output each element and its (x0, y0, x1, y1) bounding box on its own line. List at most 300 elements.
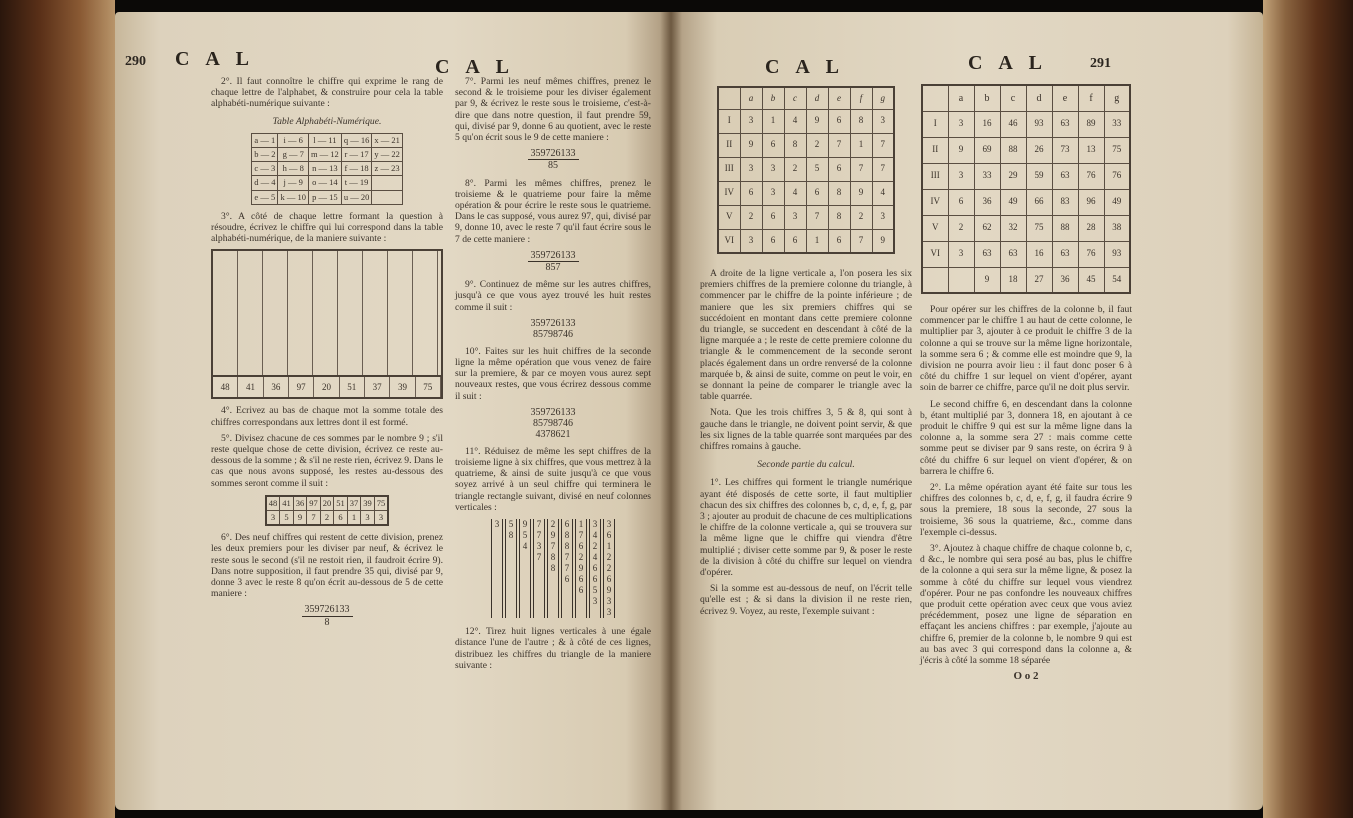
column-header: g (872, 87, 894, 109)
paragraph: 2°. La même opération ayant été faite sur tous les chiffres des colonnes b, c, d, e, f, g, il faudra écrire 9 sous la premiere, 18 sous la seconde, 27 sous la troisieme, 36 sous la quatrieme, &c., comme dans l'exemple ci-dessus. (920, 482, 1132, 538)
table-cell: 6 (828, 109, 850, 133)
sum-cell: 48 (266, 496, 280, 511)
table-cell: II (718, 133, 740, 157)
table-cell: 6 (806, 181, 828, 205)
sum-cell: 97 (307, 496, 321, 511)
signature-mark: O o 2 (1013, 670, 1039, 683)
formula (211, 604, 443, 627)
paragraph: 9°. Continuez de même sur les autres chiffres, jusqu'à ce que vous ayez trouvé les huit restes comme il suit : (455, 279, 651, 313)
table-cell: e — 5 (252, 190, 278, 204)
table-row (718, 229, 894, 253)
table-cell: 33 (1104, 111, 1130, 137)
paragraph: A droite de la ligne verticale a, l'on posera les six premiers chiffres de la premiere colonne du triangle, à commencer par le chiffre de la pointe inférieure ; de maniere que les six premiers chiffres qui se succédoient en montant dans cette premiere colonne du triangle, se succedent en descendant à côté de la ligne marquée a ; le reste de cette premiere colonne du triangle & le commencement de la seconde seront placés également dans un ordre renversé de la colonne marquée b, & ainsi de suite, comme on peut le voir, en se donnant la peine de comparer le triangle avec la table quarrée. (700, 268, 912, 403)
table-cell: k — 10 (278, 190, 309, 204)
triangle-digit: 9 (550, 530, 556, 541)
table-cell: 63 (1052, 241, 1078, 267)
rest-cell: 5 (280, 511, 294, 526)
table-row (922, 189, 1130, 215)
triangle-digit: 6 (564, 519, 570, 530)
left-column-1 (211, 76, 443, 634)
table-cell: z — 23 (372, 162, 403, 176)
total-cell: 75 (416, 377, 441, 397)
triangle-digit: 3 (606, 519, 612, 530)
sum-row (266, 496, 389, 511)
triangle-column (575, 519, 587, 618)
stack-line: 4378621 (535, 428, 571, 440)
rest-cell: 3 (374, 511, 388, 526)
triangle-digit: 2 (592, 541, 598, 552)
table-cell: II (922, 137, 948, 163)
triangle-digit: 7 (564, 563, 570, 574)
column-header: g (1104, 85, 1130, 111)
table-cell: 3 (740, 157, 762, 181)
triangle-digit: 7 (536, 530, 542, 541)
stack-line: 359726133 (530, 406, 576, 418)
right-column-1 (700, 86, 912, 622)
table-cell: 59 (1026, 163, 1052, 189)
triangle-digit: 3 (536, 541, 542, 552)
paragraph: 3°. A côté de chaque lettre formant la question à résoudre, écrivez le chiffre qui lui correspond dans la table alphabéti-numérique, de la maniere suivante : (211, 210, 443, 245)
triangle-digit: 6 (578, 585, 584, 596)
total-cell: 36 (1052, 267, 1078, 293)
total-cell: 20 (314, 377, 339, 397)
table-header-row (718, 87, 894, 109)
triangle-digit: 3 (592, 596, 598, 607)
sum-cell: 37 (347, 496, 361, 511)
table-cell: 4 (784, 181, 806, 205)
table-row (252, 176, 403, 190)
formula-denominator: 8 (324, 616, 330, 628)
table-cell: 3 (762, 157, 784, 181)
table-cell: h — 8 (278, 162, 309, 176)
column-header: a (740, 87, 762, 109)
table-cell: 93 (1026, 111, 1052, 137)
total-cell: 39 (390, 377, 415, 397)
table-cell: j — 9 (278, 176, 309, 190)
table-cell: 3 (762, 181, 784, 205)
paragraph: 5°. Divisez chacune de ces sommes par le nombre 9 ; s'il reste quelque chose de cette division, écrivez ce reste au-dessous de la somme ; & s'il ne reste rien, écrivez 9. Dans le cas que nous avons supposé, les restes au-dessous des sommes seront comme il suit : (211, 432, 443, 489)
column-header: e (828, 87, 850, 109)
table-cell: 26 (1026, 137, 1052, 163)
table-cell: 2 (948, 215, 974, 241)
table-cell: 32 (1000, 215, 1026, 241)
triangle-digit: 8 (508, 530, 514, 541)
triangle-square-table (717, 86, 895, 254)
table-cell: 1 (806, 229, 828, 253)
column-header: e (1052, 85, 1078, 111)
total-cell: 27 (1026, 267, 1052, 293)
table-cell: 6 (828, 229, 850, 253)
triangle-column (491, 519, 503, 618)
triangle-digit: 2 (550, 519, 556, 530)
table-cell: 29 (1000, 163, 1026, 189)
column-header: f (850, 87, 872, 109)
total-cell: 51 (340, 377, 365, 397)
book-cover-right (1263, 0, 1353, 818)
table-cell: IV (718, 181, 740, 205)
table-cell: III (922, 163, 948, 189)
word-letter-table (211, 249, 443, 399)
right-page (670, 12, 1263, 810)
table-cell: 3 (740, 109, 762, 133)
table-cell: t — 19 (341, 176, 372, 190)
paragraph: 6°. Des neuf chiffres qui restent de cette division, prenez les deux premiers pour les diviser par neuf, & écrivez le reste sous le second (s'il ne restoit rien, il faudroit écrire 9). Dans notre supposition, il faut prendre 35 qui, divisé par 9, donne 3 avec le reste 8 qu'on écrit au-dessous de 5 de cette maniere : (211, 532, 443, 600)
table-cell: 4 (784, 109, 806, 133)
table-cell: VI (718, 229, 740, 253)
triangle-digit: 6 (606, 574, 612, 585)
total-cell: 9 (974, 267, 1000, 293)
table-cell: 38 (1104, 215, 1130, 241)
table-header-row (922, 85, 1130, 111)
table-cell: 2 (806, 133, 828, 157)
table-cell: 3 (872, 205, 894, 229)
sum-cell: 51 (334, 496, 348, 511)
table-cell: 3 (740, 229, 762, 253)
running-header: C A L (175, 48, 256, 70)
table-cell: l — 11 (308, 133, 341, 147)
table-cell: f — 18 (341, 162, 372, 176)
section-title: Seconde partie du calcul. (757, 459, 855, 471)
table-cell: 93 (1104, 241, 1130, 267)
triangle-digit: 4 (592, 552, 598, 563)
table-cell: 76 (1078, 241, 1104, 267)
table-cell: c — 3 (252, 162, 278, 176)
table-cell: 66 (1026, 189, 1052, 215)
table-cell: 63 (1052, 163, 1078, 189)
table-cell: 96 (1078, 189, 1104, 215)
table-cell: 7 (828, 133, 850, 157)
table-cell: 9 (872, 229, 894, 253)
table-cell: 63 (974, 241, 1000, 267)
rest-cell: 2 (320, 511, 334, 526)
calculation-table (921, 84, 1131, 294)
table-cell: 8 (784, 133, 806, 157)
rest-cell: 3 (266, 511, 280, 526)
total-cell: 97 (289, 377, 314, 397)
table-cell: 7 (850, 229, 872, 253)
table-cell (372, 190, 403, 204)
triangle-digit: 5 (522, 530, 528, 541)
table-cell: 69 (974, 137, 1000, 163)
formula-numerator: 359726133 (302, 604, 353, 616)
table-cell: V (922, 215, 948, 241)
total-cell: 18 (1000, 267, 1026, 293)
book-cover-left (0, 0, 115, 818)
table-cell (372, 176, 403, 190)
table-cell: 16 (974, 111, 1000, 137)
table-cell: 75 (1026, 215, 1052, 241)
table-cell: q — 16 (341, 133, 372, 147)
total-cell: 54 (1104, 267, 1130, 293)
stack-line: 85798746 (533, 417, 573, 429)
table-cell: V (718, 205, 740, 229)
column-header (718, 87, 740, 109)
table-cell: 13 (1078, 137, 1104, 163)
table-cell: 46 (1000, 111, 1026, 137)
left-page (115, 12, 670, 810)
triangle-digit: 6 (578, 541, 584, 552)
column-header: b (762, 87, 784, 109)
book-gutter (660, 12, 682, 810)
table-cell: 1 (762, 109, 784, 133)
paragraph: 1°. Les chiffres qui forment le triangle numérique ayant été disposés de cette sorte, il faut multiplier chacun des six chiffres des colonnes b, c, d, e, f, g, par 3 ; ajouter au produit de chacune de ces multiplications le chiffre de la colonne verticale a, qui se trouvera sur la même ligne que le chiffre qui viendra d'être multiplié ; diviser cette somme par 9, & poser le reste de la division à côté du chiffre sur lequel on viendra d'opérer. (700, 477, 912, 579)
table-row (922, 111, 1130, 137)
table-row (252, 162, 403, 176)
table-cell: 2 (740, 205, 762, 229)
table-row (252, 148, 403, 162)
table-cell: m — 12 (308, 148, 341, 162)
table-cell: 4 (872, 181, 894, 205)
total-cell: 45 (1078, 267, 1104, 293)
triangle-column (505, 519, 517, 618)
table-cell: 88 (1000, 137, 1026, 163)
triangle-digit: 3 (494, 519, 500, 530)
table-cell: 6 (784, 229, 806, 253)
table-cell: 63 (1000, 241, 1026, 267)
left-column-2 (455, 76, 651, 676)
table-cell: y — 22 (372, 148, 403, 162)
table-cell: 3 (948, 241, 974, 267)
triangle-digit: 1 (606, 541, 612, 552)
total-cell: 36 (264, 377, 289, 397)
number-stack (455, 407, 651, 440)
table-row (922, 163, 1130, 189)
table-cell: o — 14 (308, 176, 341, 190)
triangle-digit: 3 (606, 607, 612, 618)
triangle-digit: 2 (606, 552, 612, 563)
column-header: f (1078, 85, 1104, 111)
sum-cell: 41 (280, 496, 294, 511)
total-cell (948, 267, 974, 293)
table-row (718, 109, 894, 133)
paragraph: 3°. Ajoutez à chaque chiffre de chaque colonne b, c, d &c., le nombre qui sera posé au bas, plus le chiffre de la colonne a qui sera sur la même ligne, & posez la somme à côté du chiffre sur lequel vous viendrez d'opérer. Pour ne pas confondre les nouveaux chiffres que produit cette opération avec ceux que vous aviez précédemment, posez une ligne de séparation en effaçant les anciens chiffres : par exemple, j'ajoute au chiffre 6, premier de la colonne b, le nombre 9 qui est au bas avec 3 qui correspond dans la colonne a, & j'écris à côté la somme 18 séparée (920, 543, 1132, 667)
sum-cell: 36 (293, 496, 307, 511)
table-cell: 5 (806, 157, 828, 181)
triangle-digit: 9 (522, 519, 528, 530)
triangle-digit: 7 (536, 552, 542, 563)
table-cell: 9 (806, 109, 828, 133)
paragraph: 11°. Réduisez de même les sept chiffres de la troisieme ligne à six chiffres, que vous mettrez à la quatrieme, & ainsi de suite jusqu'à ce que vous soyez arrivé à un seul chiffre qui terminera le triangle rectangle suivant, divisé en neuf colonnes verticales : (455, 445, 651, 513)
numeric-triangle (455, 519, 651, 618)
table-cell: 8 (828, 205, 850, 229)
table-cell: d — 4 (252, 176, 278, 190)
table-cell: 76 (1104, 163, 1130, 189)
table-cell: 2 (850, 205, 872, 229)
triangle-digit: 8 (564, 530, 570, 541)
table-cell: 3 (872, 109, 894, 133)
triangle-digit: 4 (592, 530, 598, 541)
triangle-digit: 6 (564, 574, 570, 585)
stack-line: 85798746 (533, 328, 573, 340)
formula-numerator: 359726133 (528, 250, 579, 262)
rest-cell: 9 (293, 511, 307, 526)
number-stack (455, 318, 651, 340)
table-cell: p — 15 (308, 190, 341, 204)
table-cell: I (718, 109, 740, 133)
table-cell: 49 (1104, 189, 1130, 215)
table-cell: 7 (872, 133, 894, 157)
running-header: C A L (968, 52, 1049, 74)
table-cell: r — 17 (341, 148, 372, 162)
column-header: d (1026, 85, 1052, 111)
stack-line: 359726133 (530, 317, 576, 329)
formula-denominator: 857 (545, 262, 561, 274)
total-cell: 48 (213, 377, 238, 397)
paragraph: Pour opérer sur les chiffres de la colonne b, il faut commencer par le chiffre 1 au haut de cette colonne, le multiplier par 3, ajouter à ce produit le chiffre 3 de la colonne a qui se trouve sur la même ligne horizontale, la somme sera 6 ; & comme elle est moindre que 9, la division ne pourra avoir lieu : il faut donc poser 6 à côté du chiffre 1 sur lequel on vient d'opérer, ayant soin de barrer ce chiffre, parce qu'il ne doit plus servir. (920, 304, 1132, 394)
table-cell: 3 (948, 163, 974, 189)
sum-cell: 75 (374, 496, 388, 511)
column-header: c (1000, 85, 1026, 111)
table-cell: III (718, 157, 740, 181)
table-cell: 49 (1000, 189, 1026, 215)
total-cell: 41 (238, 377, 263, 397)
formula (455, 250, 651, 273)
running-header: C A L (435, 56, 516, 78)
formula-numerator: 359726133 (528, 148, 579, 160)
triangle-column (547, 519, 559, 618)
triangle-column (603, 519, 615, 618)
table-cell: 3 (948, 111, 974, 137)
table-cell: 3 (784, 205, 806, 229)
triangle-digit: 7 (550, 541, 556, 552)
alpha-numeric-table (251, 133, 403, 205)
triangle-digit: 2 (606, 563, 612, 574)
triangle-digit: 5 (592, 585, 598, 596)
table-cell: 9 (948, 137, 974, 163)
table-cell: 83 (1052, 189, 1078, 215)
word-totals-row (213, 375, 441, 397)
triangle-digit: 7 (536, 519, 542, 530)
paragraph: 7°. Parmi les neuf mêmes chiffres, prenez le second & le troisieme pour les diviser également par 9, & écrivez le reste sous le troisieme, c'est-à-dire que dans notre question, il faut prendre 59, qui, divisé par 9, donne 6 au quotient, avec le reste 5 qu'on écrit sous le 9 de cette maniere : (455, 76, 651, 144)
remainders-table (265, 495, 390, 526)
table-cell: g — 7 (278, 148, 309, 162)
triangle-digit: 4 (522, 541, 528, 552)
table-row (922, 215, 1130, 241)
column-header: b (974, 85, 1000, 111)
total-cell (922, 267, 948, 293)
table-cell: 33 (974, 163, 1000, 189)
column-header: c (784, 87, 806, 109)
column-header: d (806, 87, 828, 109)
rest-cell: 6 (334, 511, 348, 526)
table-cell: 75 (1104, 137, 1130, 163)
page-number: 290 (125, 54, 146, 69)
table-cell: 7 (850, 157, 872, 181)
table-cell: u — 20 (341, 190, 372, 204)
table-cell: I (922, 111, 948, 137)
triangle-column (519, 519, 531, 618)
paragraph: Le second chiffre 6, en descendant dans la colonne b, étant multiplié par 3, donnera 18, en ajoutant à ce produit le chiffre 9 qui est sur la même ligne dans la colonne a, la somme sera 27 : mais comme cette somme peut se diviser par 9 sans reste, on écrira 9 à côté du chiffre 6 sur lequel on vient d'opérer, & on barrera le chiffre 6. (920, 398, 1132, 477)
totals-row (922, 267, 1130, 293)
table-row (922, 137, 1130, 163)
column-header: a (948, 85, 974, 111)
table-row (252, 190, 403, 204)
table-cell: 76 (1078, 163, 1104, 189)
formula (455, 148, 651, 171)
paragraph: 12°. Tirez huit lignes verticales à une égale distance l'une de l'autre ; & à côté de ces lignes, distribuez les chiffres du triangle de la maniere suivante : (455, 626, 651, 671)
nota-paragraph: Nota. Que les trois chiffres 3, 5 & 8, qui sont à gauche dans le triangle, ne doivent point servir, & que les six lignes de la table quarrée sont marquées par des chiffres romains à gauche. (700, 407, 912, 453)
triangle-digit: 8 (550, 563, 556, 574)
triangle-digit: 6 (592, 574, 598, 585)
table-row (718, 133, 894, 157)
total-cell: 37 (365, 377, 390, 397)
table-cell: a — 1 (252, 133, 278, 147)
table-cell: 1 (850, 133, 872, 157)
triangle-digit: 9 (606, 585, 612, 596)
table-cell: 6 (828, 157, 850, 181)
table-cell: 63 (1052, 111, 1078, 137)
rest-cell: 1 (347, 511, 361, 526)
formula-denominator: 85 (548, 160, 558, 172)
page-number: 291 (1090, 56, 1111, 71)
triangle-digit: 6 (606, 530, 612, 541)
table-row (252, 133, 403, 147)
table-cell: x — 21 (372, 133, 403, 147)
table-row (718, 181, 894, 205)
table-cell: 9 (850, 181, 872, 205)
table-row (718, 157, 894, 181)
table-cell: 73 (1052, 137, 1078, 163)
table-cell: 36 (974, 189, 1000, 215)
table-row (718, 205, 894, 229)
triangle-digit: 8 (564, 541, 570, 552)
triangle-digit: 6 (578, 574, 584, 585)
paragraph: 10°. Faites sur les huit chiffres de la seconde ligne la même opération que vous venez de faire sur la premiere, & par ce moyen vous aurez sept nouveaux restes, que vous écrirez dessous comme il suit : (455, 345, 651, 402)
table-cell: 7 (806, 205, 828, 229)
triangle-digit: 7 (564, 552, 570, 563)
table-caption: Table Alphabéti-Numérique. (272, 115, 382, 127)
sum-cell: 20 (320, 496, 334, 511)
table-cell: 28 (1078, 215, 1104, 241)
table-cell: 89 (1078, 111, 1104, 137)
rest-cell: 3 (361, 511, 375, 526)
triangle-digit: 1 (578, 519, 584, 530)
triangle-digit: 9 (578, 563, 584, 574)
paragraph: Si la somme est au-dessous de neuf, on l'écrit telle qu'elle est ; & si dans la division il ne reste rien, écrivez 9. Voyez, au reste, l'exemple suivant : (700, 583, 912, 617)
table-cell: n — 13 (308, 162, 341, 176)
table-cell: IV (922, 189, 948, 215)
table-cell: 2 (784, 157, 806, 181)
rest-cell: 7 (307, 511, 321, 526)
running-header: C A L (765, 56, 846, 78)
table-cell: 16 (1026, 241, 1052, 267)
table-cell: 6 (762, 229, 784, 253)
table-cell: VI (922, 241, 948, 267)
table-cell: 6 (762, 205, 784, 229)
triangle-column (589, 519, 601, 618)
table-cell: 62 (974, 215, 1000, 241)
table-cell: 8 (850, 109, 872, 133)
table-cell: 8 (828, 181, 850, 205)
table-cell: 6 (762, 133, 784, 157)
triangle-digit: 6 (592, 563, 598, 574)
rest-row (266, 511, 389, 526)
paragraph: 2°. Il faut connoître le chiffre qui exprime le rang de chaque lettre de l'alphabet, & construire pour cela la table alphabéti-numérique suivante : (211, 76, 443, 110)
table-cell: b — 2 (252, 148, 278, 162)
table-cell: 7 (872, 157, 894, 181)
triangle-digit: 2 (578, 552, 584, 563)
sum-cell: 39 (361, 496, 375, 511)
paragraph: 8°. Parmi les mêmes chiffres, prenez le troisieme & le quatrieme pour faire la même opération & pour écrire le reste sous le quatrieme. Dans le cas supposé, vous aurez 97, qui, divisé par 9, donne 10, avec le reste 7 qu'il faut écrire sous le 7 de cette maniere : (455, 177, 651, 245)
triangle-column (561, 519, 573, 618)
triangle-digit: 8 (550, 552, 556, 563)
column-header (922, 85, 948, 111)
table-cell: 6 (740, 181, 762, 205)
right-column-2 (920, 84, 1132, 683)
table-cell: 6 (948, 189, 974, 215)
table-cell: 9 (740, 133, 762, 157)
triangle-column (533, 519, 545, 618)
